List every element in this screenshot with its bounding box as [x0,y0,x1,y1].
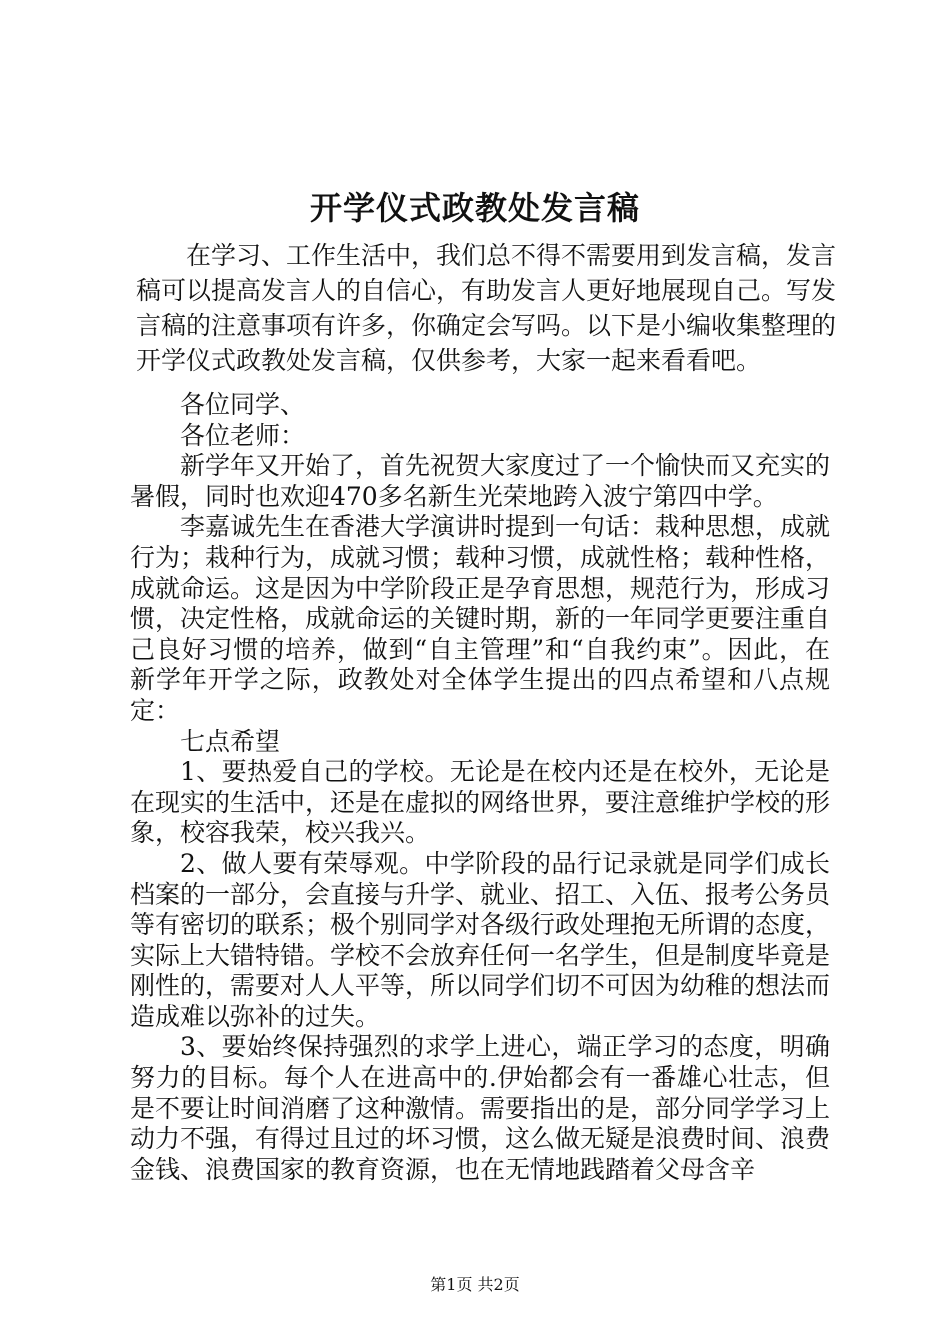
body-paragraph: 李嘉诚先生在香港大学演讲时提到一句话：栽种思想，成就行为；栽种行为，成就习惯；载种习惯，成就性格；载种性格，成就命运。这是因为中学阶段正是孕育思想，规范行为，形成习惯，决定性格，成就命运的关键时期，新的一年同学更要注重自己良好习惯的培养，做到“自主管理”和“自我约束”。因此，在新学年开学之际，政教处对全体学生提出的四点希望和八点规定： [130,512,831,725]
section-heading: 七点希望 [180,726,281,756]
list-item: 3、要始终保持强烈的求学上进心，端正学习的态度，明确努力的目标。每个人在进高中的.伊始都会有一番雄心壮志，但是不要让时间消磨了这种激情。需要指出的是，部分同学学习上动力不强，有得过且过的坏习惯，这么做无疑是浪费时间、浪费金钱、浪费国家的教育资源，也在无情地践踏着父母含辛 [130,1032,831,1184]
page-footer: 第1页 共2页 [430,1275,520,1294]
salutation-students: 各位同学、 [180,390,306,419]
speech-body [130,390,830,1185]
intro-paragraph: 在学习、工作生活中，我们总不得不需要用到发言稿，发言稿可以提高发言人的自信心，有助发言人更好地展现自己。写发言稿的注意事项有许多，你确定会写吗。以下是小编收集整理的开学仪式政教处发言稿，仅供参考，大家一起来看看吧。 [136,241,837,375]
document-title: 开学仪式政教处发言稿 [309,189,640,227]
body-paragraph: 新学年又开始了，首先祝贺大家度过了一个愉快而又充实的暑假，同时也欢迎470多名新生光荣地跨入波宁第四中学。 [130,451,831,511]
salutation-teachers: 各位老师： [180,420,306,450]
list-item: 2、做人要有荣辱观。中学阶段的品行记录就是同学们成长档案的一部分，会直接与升学、就业、招工、入伍、报考公务员等有密切的联系；极个别同学对各级行政处理抱无所谓的态度，实际上大错特错。学校不会放弃任何一名学生，但是制度毕竟是刚性的，需要对人人平等，所以同学们切不可因为幼稚的想法而造成难以弥补的过失。 [130,848,831,1031]
list-item: 1、要热爱自己的学校。无论是在校内还是在校外，无论是在现实的生活中，还是在虚拟的网络世界，要注意维护学校的形象，校容我荣，校兴我兴。 [130,757,831,848]
